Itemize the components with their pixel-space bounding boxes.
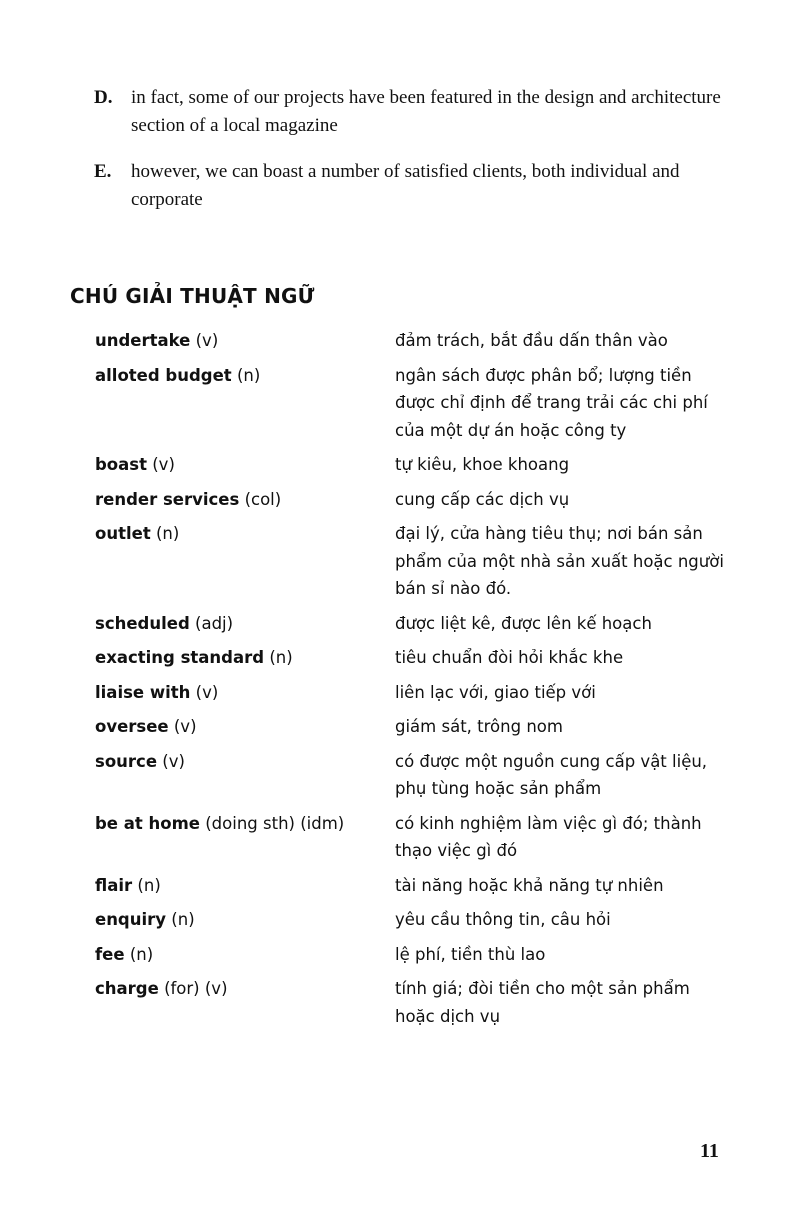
option-letter: D. xyxy=(94,87,113,108)
term-pos: (v) xyxy=(162,751,185,771)
glossary-term xyxy=(95,679,395,707)
glossary-term xyxy=(95,362,395,445)
term-pos: (adj) xyxy=(195,613,234,633)
glossary-definition: ngân sách được phân bổ; lượng tiền được chỉ định để trang trải các chi phí của một dự án hoặc công ty xyxy=(395,365,708,440)
glossary-term xyxy=(95,872,395,900)
option-letter: E. xyxy=(94,161,112,182)
term-word: liaise with xyxy=(95,682,191,702)
glossary-definition: liên lạc với, giao tiếp với xyxy=(395,682,596,702)
term-word: alloted budget xyxy=(95,365,232,385)
term-word: boast xyxy=(95,455,147,474)
option-d xyxy=(94,84,734,140)
term-word: outlet xyxy=(95,524,151,543)
glossary-term xyxy=(95,941,395,969)
glossary-definition: có kinh nghiệm làm việc gì đó; thành thạo việc gì đó xyxy=(395,813,702,860)
glossary-title: CHÚ GIẢI THUẬT NGỮ xyxy=(70,284,315,308)
term-word: be at home xyxy=(95,813,200,833)
glossary-definition: yêu cầu thông tin, câu hỏi xyxy=(395,910,611,929)
glossary-term xyxy=(95,975,395,1030)
glossary-row xyxy=(95,975,735,1030)
term-pos: (v) xyxy=(195,331,219,350)
term-pos: (col) xyxy=(244,489,282,509)
glossary-definition: được liệt kê, được lên kế hoạch xyxy=(395,613,652,633)
term-pos: (n) xyxy=(171,910,195,929)
glossary-definition: tính giá; đòi tiền cho một sản phẩm hoặc dịch vụ xyxy=(395,979,690,1026)
glossary-term xyxy=(95,451,395,479)
term-pos: (doing sth) (idm) xyxy=(205,813,345,833)
term-word: fee xyxy=(95,944,125,964)
answer-options xyxy=(94,84,734,232)
glossary-term xyxy=(95,327,395,355)
term-pos: (n) xyxy=(155,524,180,543)
glossary-row xyxy=(95,610,735,638)
glossary-term xyxy=(95,644,395,672)
glossary-definition: đại lý, cửa hàng tiêu thụ; nơi bán sản phẩm của một nhà sản xuất hoặc người bán sỉ nào đó. xyxy=(395,524,724,598)
term-word: flair xyxy=(95,875,133,895)
term-word: charge xyxy=(95,979,159,998)
term-word: source xyxy=(95,751,158,771)
glossary-term xyxy=(95,906,395,934)
glossary-definition: cung cấp các dịch vụ xyxy=(395,489,570,509)
glossary-term xyxy=(95,748,395,803)
glossary-row xyxy=(95,486,735,514)
term-word: enquiry xyxy=(95,910,167,929)
glossary-row xyxy=(95,872,735,900)
option-text: in fact, some of our projects have been featured in the design and architecture section of a local magazine xyxy=(131,87,721,136)
glossary-definition: đảm trách, bắt đầu dấn thân vào xyxy=(395,331,668,350)
glossary-row xyxy=(95,362,735,445)
glossary-definition: có được một nguồn cung cấp vật liệu, phụ tùng hoặc sản phẩm xyxy=(395,751,708,798)
term-pos: (v) xyxy=(195,682,219,702)
glossary-term xyxy=(95,520,395,603)
glossary-term xyxy=(95,486,395,514)
glossary-row xyxy=(95,327,735,355)
term-pos: (n) xyxy=(269,648,293,667)
glossary-row xyxy=(95,713,735,741)
glossary-row xyxy=(95,906,735,934)
glossary-definition: lệ phí, tiền thù lao xyxy=(395,944,546,964)
glossary-definition: tài năng hoặc khả năng tự nhiên xyxy=(395,875,664,895)
option-text: however, we can boast a number of satisfied clients, both individual and corporate xyxy=(131,161,680,210)
glossary-row xyxy=(95,520,735,603)
glossary-list xyxy=(95,327,735,1037)
glossary-term xyxy=(95,810,395,865)
glossary-definition: giám sát, trông nom xyxy=(395,717,563,736)
glossary-definition: tự kiêu, khoe khoang xyxy=(395,455,570,474)
term-word: render services xyxy=(95,489,240,509)
glossary-row xyxy=(95,941,735,969)
glossary-term xyxy=(95,610,395,638)
term-pos: (n) xyxy=(137,875,161,895)
term-word: undertake xyxy=(95,331,191,350)
glossary-definition: tiêu chuẩn đòi hỏi khắc khe xyxy=(395,648,624,667)
term-pos: (n) xyxy=(236,365,261,385)
glossary-term xyxy=(95,713,395,741)
glossary-row xyxy=(95,810,735,865)
term-pos: (n) xyxy=(129,944,154,964)
option-e xyxy=(94,158,734,214)
glossary-row xyxy=(95,451,735,479)
glossary-row xyxy=(95,679,735,707)
page-number: 11 xyxy=(700,1140,719,1162)
term-pos: (for) (v) xyxy=(164,979,228,998)
term-word: scheduled xyxy=(95,613,190,633)
glossary-row xyxy=(95,644,735,672)
term-pos: (v) xyxy=(152,455,175,474)
term-word: exacting standard xyxy=(95,648,265,667)
term-word: oversee xyxy=(95,717,169,736)
term-pos: (v) xyxy=(173,717,197,736)
glossary-row xyxy=(95,748,735,803)
